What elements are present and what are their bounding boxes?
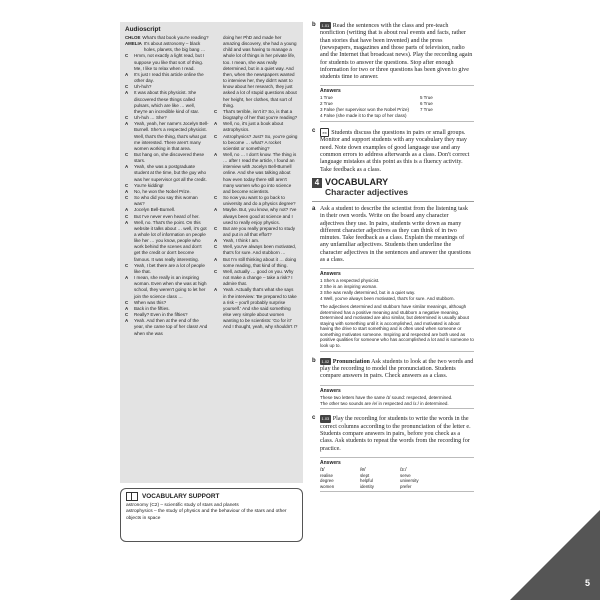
dialogue-line: [214, 226, 298, 238]
answer-line: These two letters have the same /ɪ/ sound: respected, determined.: [320, 394, 453, 400]
speaker-label: C: [125, 182, 129, 188]
sound-word: realise: [320, 472, 333, 478]
divider: [312, 201, 474, 202]
speaker-label: A: [125, 90, 129, 96]
dialogue-text: Jocelyn Bell-Burnell.: [134, 207, 176, 213]
right-column: [312, 22, 474, 498]
section-title: VOCABULARY: [325, 176, 389, 187]
discussion-icon: ex: [320, 128, 329, 137]
speaker-label: C: [125, 195, 129, 201]
instruction-a: [312, 206, 474, 264]
dialogue-text: What's that book you're reading?: [142, 35, 209, 40]
answer-explanation: The adjectives determined and stubborn have similar meanings, although determined has a positive meaning and stubborn a negative meaning. Determined and motivated are also similar, but determined is usually about staying with something until it is accomplished, and motivated is about having the drive to start something and is often used when someone or something motivates someone. Inspiring and respected are both used as positive qualities for someone who has accomplished a lot and is someone to look up to.: [320, 303, 474, 349]
dialogue-text: Astrophysics? Just? So, you're going to become … what? A rocket scientist or something?: [223, 133, 298, 151]
speaker-label: A: [125, 71, 129, 77]
item-label: a: [312, 205, 316, 212]
dialogue-text: Uh-huh … She?: [134, 115, 167, 121]
answer-line: The other two sounds are /e/ in respected and /ɜː/ in determined.: [320, 400, 449, 406]
speaker-label: C: [214, 195, 218, 201]
speaker-label: A: [125, 164, 129, 170]
audio-track-icon: 1.03: [321, 416, 330, 422]
dialogue-text: Really? Even in the fifties?: [134, 312, 188, 318]
dialogue-text: It was about this physicist. She discovered these things called pulsars, which are like … well, they're an incredible kind of star.: [134, 90, 200, 114]
answer-line: 1 True: [320, 95, 333, 101]
dialogue-line: [214, 121, 298, 133]
answer-line: 2 True: [320, 101, 333, 107]
audioscript-box: [120, 22, 303, 483]
sound-head: /ɪ/: [320, 466, 325, 473]
vocab-entry: astronomy (C2) – scientific study of stars and planets: [126, 503, 239, 508]
speaker-label: C: [214, 108, 218, 114]
dialogue-line: [125, 152, 209, 164]
answer-line: 3 She was really determined, but in a quiet way.: [320, 290, 416, 296]
section-number: 4: [312, 178, 322, 188]
dialogue-line: [125, 318, 209, 336]
speaker-label: [214, 35, 223, 109]
dialogue-line: [214, 134, 298, 152]
speaker-label: C: [125, 262, 129, 268]
speaker-label: A: [125, 219, 129, 225]
page-number: 5: [584, 578, 590, 588]
answers-title: Answers: [320, 387, 341, 394]
dialogue-text: That's terrible, isn't it? So, is that a biography of her that you're reading?: [223, 108, 298, 121]
answer-line: 3 False (her supervisor won the Nobel Prize): [320, 107, 410, 113]
dialogue-line: [125, 41, 209, 53]
sound-word: serve: [400, 472, 411, 478]
answer-line: 4 Well, you've always been motivated, that's for sure. And stubborn.: [320, 296, 455, 301]
dialogue-text: Well, you've always been motivated, that's for sure. And stubborn …: [223, 244, 297, 256]
audioscript-column-2: [214, 35, 298, 337]
speaker-label: C: [125, 53, 129, 59]
dialogue-line: [125, 72, 209, 84]
answers-box-1: [320, 85, 474, 122]
dialogue-line: [125, 90, 209, 115]
sound-word: prefer: [400, 483, 412, 489]
dialogue-text: No, he won the Nobel Prize.: [134, 188, 191, 194]
dialogue-text: Yeah, I bet there are a lot of people like that.: [134, 262, 205, 274]
dialogue-text: Well, no. That's the point. On this website it talks about … well, it's got a whole lot of information on people like her … you know, people who work behind the scenes and don't get the credit or don't become famous. It was really interesting.: [134, 219, 207, 262]
left-column: [120, 22, 303, 542]
speaker-label: A: [214, 287, 218, 293]
audioscript-title: Audioscript: [125, 26, 161, 33]
sound-word: university: [400, 478, 419, 484]
section-subtitle: Character adjectives: [325, 186, 409, 197]
answer-line: 4 False (she made it to the top of her class): [320, 113, 407, 119]
sound-word: identity: [360, 483, 374, 489]
sound-word: slept: [360, 472, 370, 478]
speaker-label: A: [125, 207, 129, 213]
speaker-label: C: [125, 312, 129, 318]
instruction-text: Ask a student to describe the scientist from the listening task in their own words. Write on the board any character adjectives they use. In pairs, students write down as many different character adjectives as they can think of in two minutes. Take feedback as a class. Explain the meanings of any unfamiliar adjectives. Students then underline the character adjectives in the sentences and answer the questions as a class.: [320, 205, 471, 263]
speaker-label: A: [125, 275, 129, 281]
section-header: [312, 178, 474, 197]
dialogue-line: [125, 275, 209, 300]
instruction-text: Students discuss the questions in pairs or small groups. Monitor and support students with any vocabulary they may need. Note down examples of good language use and any common errors to address afterwards as a class. Don't correct language mistakes at this point as this is a fluency activity. Take feedback as a class.: [320, 130, 470, 173]
item-label: b: [312, 22, 316, 28]
dialogue-line: [125, 53, 209, 71]
answers-box-2: [320, 268, 474, 351]
dialogue-text: Well, actually … good on you. Why not make a change – take a risk? I admire that.: [223, 268, 294, 287]
speaker-label: C: [125, 115, 129, 121]
speaker-label: C: [214, 244, 218, 250]
speaker-label: A: [214, 256, 218, 262]
speaker-label: C: [214, 268, 218, 274]
dialogue-text: But I'm still thinking about it … doing some reading, that kind of thing.: [223, 256, 297, 268]
dialogue-text: It's about astronomy – black holes, planets, the big bang …: [143, 41, 206, 53]
dialogue-text: It's just I read this article online the other day.: [134, 71, 204, 84]
dialogue-line: [214, 152, 298, 195]
instruction-c-recording: [312, 415, 474, 453]
audio-track-icon: 1.01: [321, 23, 330, 28]
dialogue-text: So now you want to go back to university and do a physics degree?: [223, 195, 296, 207]
vocabulary-support-title: VOCABULARY SUPPORT: [142, 493, 220, 500]
answer-line: 7 True: [420, 107, 433, 113]
speaker-label: A: [125, 305, 129, 311]
speaker-label: AMELIA: [125, 41, 142, 47]
answers-box-4: [320, 457, 474, 492]
instruction-text: Play the recording for students to write the words in the correct columns according to the pronunciation of the letter e. Students compare answers in pairs, before you check as a class. Ask students to repeat the words from the recording for practice.: [320, 416, 471, 452]
dialogue-text: You're kidding!: [134, 182, 164, 188]
dialogue-line: [125, 263, 209, 275]
instruction-b: [312, 22, 474, 81]
instruction-text: Read the sentences with the class and pre-teach nonfiction (writing that is about real events and facts, rather than stories that have been invented) and the press (newspapers, magazines and those parts of television, radio and the Internet that broadcast news). Play the recording again for students to answer the questions. Stop after enough information for two or three questions has been given to give students time to answer.: [320, 23, 473, 81]
instruction-b-pronunciation: [312, 358, 474, 381]
dialogue-line: [214, 257, 298, 269]
dialogue-text: When was this?: [134, 299, 167, 305]
dialogue-text: I mean, she really is an inspiring woman. Even when she was at high school, they weren't going to let her join the science class …: [134, 275, 207, 299]
speaker-label: C: [125, 299, 129, 305]
vocabulary-support-box: [120, 488, 303, 542]
instruction-c: [312, 128, 474, 174]
dialogue-text: Yeah. Actually that's what she says in the interview: 'Be prepared to take a risk – you'll probably surprise yourself.' And she said something else very simple about women wanting to be scientists: 'Go for it!' And I thought, yeah, why shouldn't I?: [223, 287, 298, 330]
speaker-label: C: [214, 225, 218, 231]
sound-word: helpful: [360, 478, 373, 484]
answers-box-3: [320, 385, 474, 410]
speaker-label: C: [125, 213, 129, 219]
dialogue-text: doing her PhD and made her amazing discovery, she had a young child and was having to manage a whole lot of things in her private life, too. I mean, she was really determined, but in a quiet way. And then, when the newspapers wanted to interview her, they didn't want to know about her research, they just asked a lot of stupid questions about her height, her clothes, that sort of thing.: [223, 35, 297, 108]
dialogue-line: [214, 269, 298, 287]
speaker-label: CHLOE: [125, 35, 141, 40]
sound-column: [400, 467, 440, 489]
answer-line: 2 She is an inspiring woman.: [320, 284, 378, 290]
sound-column: [320, 467, 360, 489]
audioscript-column-1: [125, 35, 209, 337]
sound-head: /e/: [360, 466, 366, 473]
dialogue-text: Yeah. And then at the end of the year, she came top of her class! And when she was: [134, 318, 208, 336]
answers-title: Answers: [320, 271, 341, 278]
speaker-label: C: [214, 133, 218, 139]
answer-line: 5 True: [420, 95, 433, 101]
dialogue-text: But are you really prepared to study and put in all that effort?: [223, 225, 296, 237]
dialogue-text: But hang on, she discovered these stars.: [134, 151, 205, 164]
speaker-label: A: [214, 151, 218, 157]
dialogue-line: [214, 244, 298, 256]
dialogue-text: Well, no … I don't know. The thing is … after I read the article, I found an interview with Jocelyn Bell-Burnell online. And she was talking about how even today there still aren't many women who go into science and become scientists.: [223, 151, 297, 194]
dialogue-line: [214, 35, 298, 109]
dialogue-line: [214, 287, 298, 330]
speaker-label: A: [125, 318, 129, 324]
speaker-label: A: [214, 207, 218, 213]
item-label: b: [312, 357, 316, 364]
dialogue-text: Maybe. But, you know, why not? I've always been good at science and I used to really enjoy physics.: [223, 207, 297, 225]
dialogue-line: [125, 121, 209, 152]
dialogue-text: Well, no, it's just a book about astrophysics.: [223, 121, 284, 133]
book-icon: [126, 492, 138, 501]
sound-word: women: [320, 483, 335, 489]
dialogue-line: [214, 207, 298, 225]
dialogue-text: But I've never even heard of her.: [134, 213, 200, 219]
speaker-label: A: [125, 121, 129, 127]
answers-title: Answers: [320, 88, 341, 95]
speaker-label: A: [125, 188, 129, 194]
speaker-label: C: [125, 151, 129, 157]
dialogue-text: Uh-huh?: [134, 84, 152, 90]
speaker-label: A: [214, 121, 218, 127]
sound-column: [360, 467, 400, 489]
audio-track-icon: 1.02: [321, 358, 330, 364]
dialogue-text: Back in the fifties.: [134, 305, 170, 311]
dialogue-text: Yeah, I think I am.: [223, 238, 260, 244]
dialogue-line: [125, 195, 209, 207]
dialogue-line: [214, 195, 298, 207]
answers-title: Answers: [320, 459, 341, 466]
dialogue-line: [214, 109, 298, 121]
dialogue-text: Yeah, yeah, her name's Jocelyn Bell-Burnell. She's a respected physicist. Well, that's the thing, that's what got me interested. There aren't many women working in that area.: [134, 121, 209, 151]
speaker-label: C: [125, 84, 129, 90]
vocab-entry: astrophysics – the study of physics and the behaviour of the stars and other objects in space: [126, 509, 287, 521]
item-label: c: [312, 415, 316, 422]
answer-line: 1 She's a respected physicist.: [320, 278, 380, 284]
sound-word: degree: [320, 478, 334, 484]
instruction-bold: Pronunciation: [332, 358, 370, 365]
item-label: c: [312, 128, 316, 135]
instruction-text: Ask students to look at the two words and play the recording to model the pronunciation. Students compare answers in pairs. Check answers as a class.: [320, 358, 474, 380]
dialogue-text: Yeah, she was a postgraduate student at the time, but the guy who was her supervisor got all the credit.: [134, 164, 207, 182]
dialogue-text: Hmm, not exactly a light read, but I suppose you like that sort of thing. Me, I like to relax when I read.: [134, 53, 205, 71]
dialogue-line: [125, 220, 209, 263]
answer-line: 6 True: [420, 101, 433, 107]
dialogue-text: So who did you say this woman was?: [134, 195, 198, 207]
speaker-label: A: [214, 238, 218, 244]
sound-head: /ɜː/: [400, 466, 407, 473]
dialogue-line: [125, 164, 209, 182]
